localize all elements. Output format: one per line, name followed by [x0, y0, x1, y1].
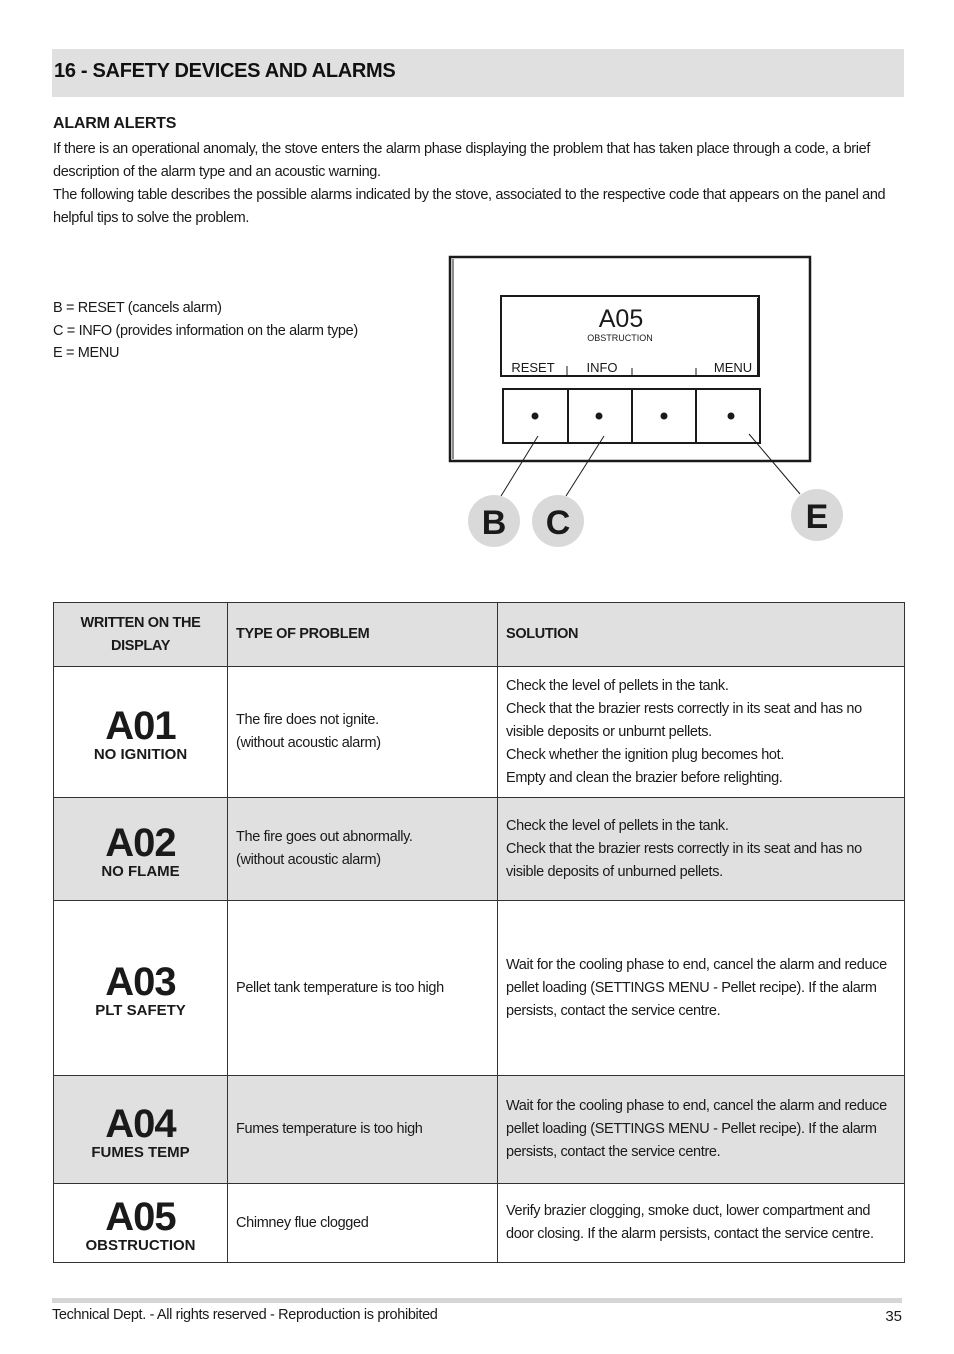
- header-display: WRITTEN ON THE DISPLAY: [54, 603, 228, 667]
- problem-line: (without acoustic alarm): [236, 852, 381, 868]
- solution-cell: [498, 1184, 905, 1263]
- section-title: 16 - SAFETY DEVICES AND ALARMS: [54, 60, 396, 82]
- table-row: [54, 798, 905, 901]
- solution-line: Check the level of pellets in the tank.: [506, 677, 729, 694]
- header-solution: SOLUTION: [498, 603, 905, 667]
- legend-item-c: C = INFO (provides information on the alarm type): [53, 322, 358, 339]
- alarm-name: NO IGNITION: [93, 746, 188, 763]
- solution-cell: [498, 901, 905, 1076]
- solution-cell: [498, 798, 905, 901]
- table-row: [54, 667, 905, 798]
- solution-line: Empty and clean the brazier before relighting.: [506, 769, 783, 786]
- alarm-code: A04: [105, 1101, 176, 1146]
- callout-c-label: C: [545, 504, 571, 542]
- solution-cell: [498, 1076, 905, 1184]
- alarm-alerts-heading: ALARM ALERTS: [53, 115, 177, 132]
- problem-cell: [228, 1184, 498, 1263]
- softkey-label-menu: MENU: [713, 360, 753, 375]
- intro-paragraph-1: If there is an operational anomaly, the stove enters the alarm phase displaying the problem that has taken place through a code, a brief description of the alarm type and an acoustic warning.: [53, 141, 871, 180]
- problem-cell: [228, 1076, 498, 1184]
- alarm-code-cell: [54, 901, 228, 1076]
- alarm-code-cell: [54, 1184, 228, 1263]
- alarm-code: A02: [105, 821, 176, 865]
- solution-line: Check the level of pellets in the tank.: [506, 817, 729, 834]
- legend-item-b: B = RESET (cancels alarm): [53, 300, 222, 316]
- legend-item-e: E = MENU: [53, 345, 120, 361]
- solution-line: Wait for the cooling phase to end, cancel the alarm and reduce pellet loading (SETTINGS MENU - Pellet recipe). If the alarm persists, contact the service centre.: [506, 1098, 887, 1160]
- softkey-label-info: INFO: [586, 360, 618, 375]
- alarm-code-cell: [54, 798, 228, 901]
- problem-cell: [228, 667, 498, 798]
- display-code: A05: [598, 305, 644, 333]
- problem-line: Chimney flue clogged: [236, 1214, 369, 1231]
- alarm-code-cell: [54, 667, 228, 798]
- alarm-code: A03: [105, 960, 176, 1004]
- footer-text: Technical Dept. - All rights reserved - Reproduction is prohibited: [52, 1307, 438, 1323]
- header-problem: TYPE OF PROBLEM: [228, 603, 498, 667]
- alarm-code-cell: [54, 1076, 228, 1184]
- solution-line: Wait for the cooling phase to end, cancel the alarm and reduce pellet loading (SETTINGS MENU - Pellet recipe). If the alarm persists, contact the service centre.: [506, 956, 887, 1019]
- solution-line: Verify brazier clogging, smoke duct, lower compartment and door closing. If the alarm persists, contact the service centre.: [506, 1203, 874, 1242]
- callout-b-label: B: [481, 504, 507, 542]
- table-row: [54, 1076, 905, 1184]
- alarm-name: NO FLAME: [101, 863, 180, 880]
- solution-line: Check whether the ignition plug becomes hot.: [506, 746, 784, 763]
- section-header-bar: [52, 49, 904, 97]
- problem-line: The fire does not ignite.: [236, 712, 379, 728]
- alarm-code: A05: [105, 1195, 176, 1239]
- softkey-label-reset: RESET: [511, 360, 555, 375]
- alarm-code: A01: [105, 704, 176, 748]
- table-row: [54, 901, 905, 1076]
- page-number: 35: [885, 1308, 902, 1325]
- problem-line: The fire goes out abnormally.: [236, 829, 413, 845]
- intro-paragraph-2: The following table describes the possible alarms indicated by the stove, associated to the respective code that appears on the panel and helpful tips to solve the problem.: [53, 187, 886, 226]
- control-panel-illustration: [440, 250, 860, 560]
- display-description: OBSTRUCTION: [587, 333, 653, 343]
- button-legend: [53, 297, 358, 365]
- problem-line: Pellet tank temperature is too high: [236, 979, 444, 996]
- solution-cell: [498, 667, 905, 798]
- problem-line: Fumes temperature is too high: [236, 1121, 423, 1137]
- problem-cell: [228, 798, 498, 901]
- problem-line: (without acoustic alarm): [236, 735, 381, 751]
- solution-line: Check that the brazier rests correctly in its seat and has no visible deposits or unburnt pellets.: [506, 700, 862, 740]
- problem-cell: [228, 901, 498, 1076]
- alarm-table: [53, 602, 905, 1263]
- table-header-row: [54, 603, 905, 667]
- alarm-name: FUMES TEMP: [91, 1143, 190, 1161]
- alarm-name: OBSTRUCTION: [85, 1237, 196, 1254]
- footer-rule: [52, 1298, 902, 1303]
- callout-e-label: E: [805, 498, 829, 536]
- solution-line: Check that the brazier rests correctly in its seat and has no visible deposits of unburned pellets.: [506, 840, 862, 880]
- alarm-name: PLT SAFETY: [95, 1002, 186, 1019]
- table-row: [54, 1184, 905, 1263]
